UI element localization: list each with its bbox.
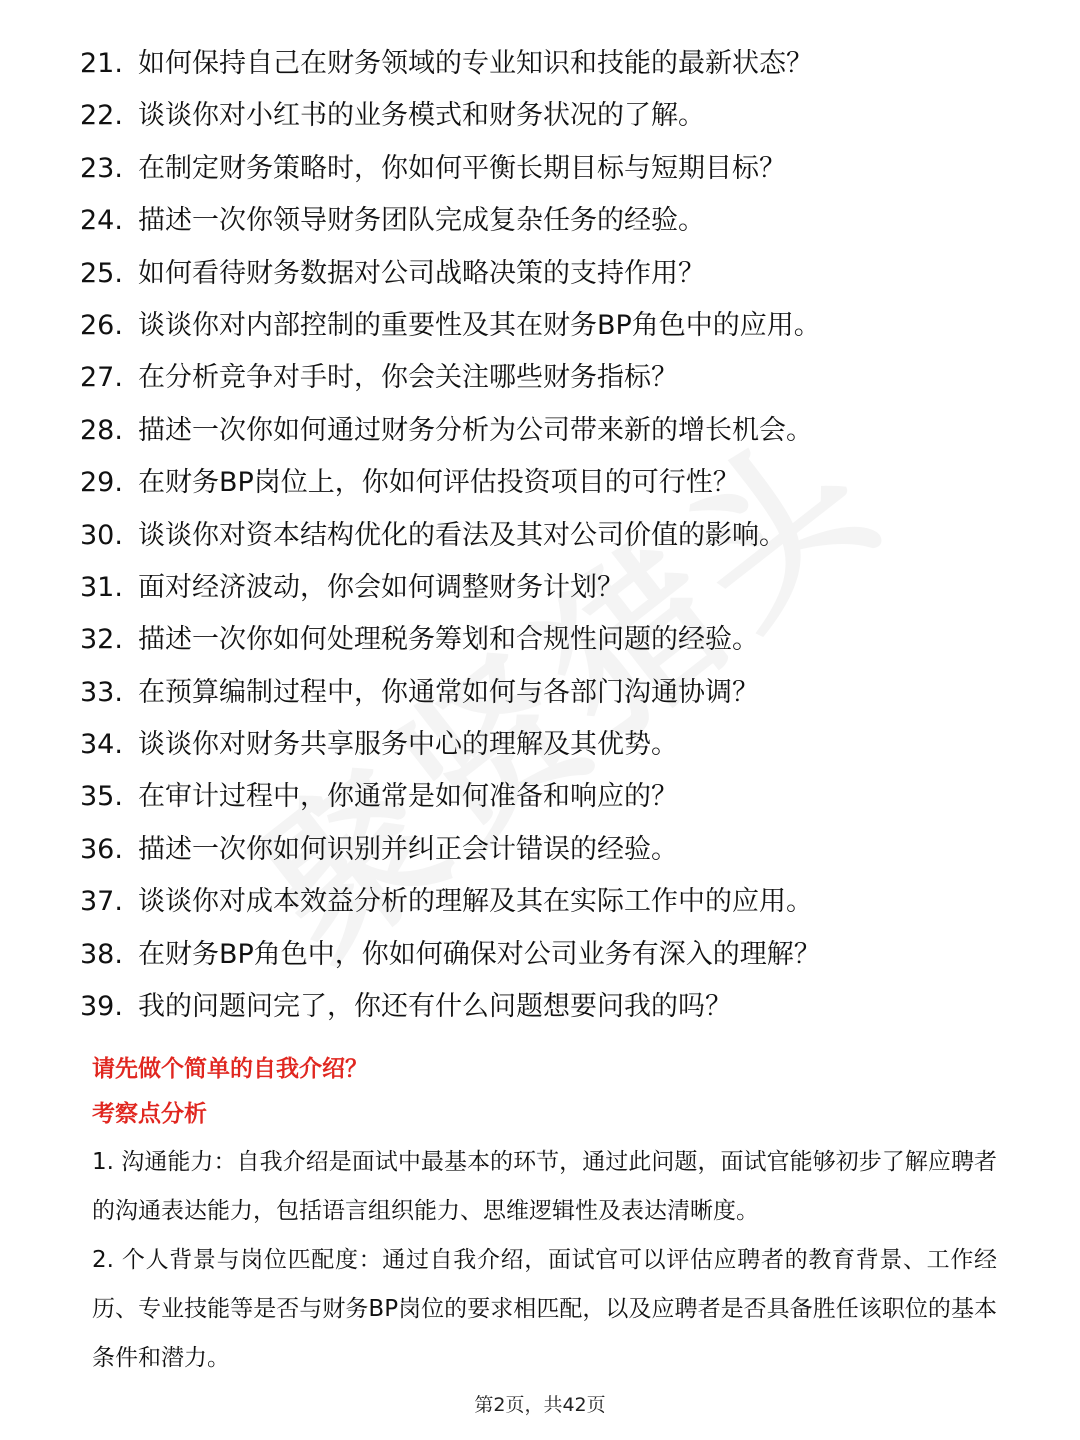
question-number: 39. bbox=[80, 991, 123, 1023]
question-number: 24. bbox=[80, 205, 123, 237]
question-text: 在财务BP岗位上，你如何评估投资项目的可行性？ bbox=[138, 467, 740, 499]
list-item bbox=[80, 562, 1040, 614]
question-text: 在财务BP角色中，你如何确保对公司业务有深入的理解？ bbox=[138, 938, 821, 970]
list-item bbox=[80, 195, 1040, 247]
question-text: 在分析竞争对手时，你会关注哪些财务指标？ bbox=[138, 362, 678, 394]
question-text: 谈谈你对资本结构优化的看法及其对公司价值的影响。 bbox=[138, 519, 786, 551]
list-item bbox=[80, 248, 1040, 300]
list-item bbox=[80, 614, 1040, 666]
list-item bbox=[80, 143, 1040, 195]
question-number: 36. bbox=[80, 833, 123, 865]
section-title: 请先做个简单的自我介绍？ bbox=[92, 1056, 368, 1082]
question-number: 29. bbox=[80, 467, 123, 499]
question-number: 34. bbox=[80, 729, 123, 761]
question-text: 描述一次你如何通过财务分析为公司带来新的增长机会。 bbox=[138, 414, 813, 446]
question-text: 谈谈你对成本效益分析的理解及其在实际工作中的应用。 bbox=[138, 886, 813, 918]
question-number: 32. bbox=[80, 624, 123, 656]
question-number: 26. bbox=[80, 309, 123, 341]
answer-section bbox=[92, 1048, 997, 1383]
question-text: 面对经济波动，你会如何调整财务计划？ bbox=[138, 571, 624, 603]
question-text: 描述一次你如何识别并纠正会计错误的经验。 bbox=[138, 833, 678, 865]
question-number: 35. bbox=[80, 781, 123, 813]
list-item bbox=[80, 771, 1040, 823]
analysis-point: 1. 沟通能力：自我介绍是面试中最基本的环节，通过此问题，面试官能够初步了解应聘者的沟通表达能力，包括语言组织能力、思维逻辑性及表达清晰度。 bbox=[92, 1149, 997, 1224]
question-number: 23. bbox=[80, 152, 123, 184]
list-item bbox=[80, 300, 1040, 352]
list-item bbox=[80, 352, 1040, 404]
question-number: 27. bbox=[80, 362, 123, 394]
question-text: 我的问题问完了，你还有什么问题想要问我的吗？ bbox=[138, 991, 732, 1023]
question-number: 28. bbox=[80, 414, 123, 446]
question-text: 在预算编制过程中，你通常如何与各部门沟通协调？ bbox=[138, 676, 759, 708]
question-text: 谈谈你对小红书的业务模式和财务状况的了解。 bbox=[138, 100, 705, 132]
question-number: 38. bbox=[80, 938, 123, 970]
analysis-subtitle: 考察点分析 bbox=[92, 1101, 207, 1127]
list-item bbox=[80, 457, 1040, 509]
list-item bbox=[80, 90, 1040, 142]
question-text: 如何保持自己在财务领域的专业知识和技能的最新状态？ bbox=[138, 48, 813, 79]
question-number: 37. bbox=[80, 886, 123, 918]
question-number: 21. bbox=[80, 48, 123, 79]
page-footer: 第2页，共42页 bbox=[474, 1394, 606, 1416]
list-item bbox=[80, 510, 1040, 562]
question-text: 谈谈你对财务共享服务中心的理解及其优势。 bbox=[138, 729, 678, 761]
question-text: 如何看待财务数据对公司战略决策的支持作用？ bbox=[138, 257, 705, 289]
list-item bbox=[80, 405, 1040, 457]
question-text: 在审计过程中，你通常是如何准备和响应的？ bbox=[138, 781, 678, 813]
list-item bbox=[80, 929, 1040, 981]
list-item bbox=[80, 876, 1040, 928]
list-item bbox=[80, 667, 1040, 719]
list-item bbox=[80, 824, 1040, 876]
analysis-point: 2. 个人背景与岗位匹配度：通过自我介绍，面试官可以评估应聘者的教育背景、工作经历、专业技能等是否与财务BP岗位的要求相匹配，以及应聘者是否具备胜任该职位的基本条件和潜力。 bbox=[92, 1247, 997, 1371]
list-item bbox=[80, 719, 1040, 771]
question-number: 31. bbox=[80, 571, 123, 603]
question-text: 谈谈你对内部控制的重要性及其在财务BP角色中的应用。 bbox=[138, 309, 821, 341]
question-number: 33. bbox=[80, 676, 123, 708]
question-text: 在制定财务策略时，你如何平衡长期目标与短期目标？ bbox=[138, 152, 786, 184]
question-text: 描述一次你如何处理税务筹划和合规性问题的经验。 bbox=[138, 624, 759, 656]
question-list bbox=[80, 38, 1040, 1033]
question-number: 25. bbox=[80, 257, 123, 289]
list-item bbox=[80, 981, 1040, 1033]
question-text: 描述一次你领导财务团队完成复杂任务的经验。 bbox=[138, 205, 705, 237]
question-number: 22. bbox=[80, 100, 123, 132]
list-item bbox=[80, 38, 1040, 90]
question-number: 30. bbox=[80, 519, 123, 551]
